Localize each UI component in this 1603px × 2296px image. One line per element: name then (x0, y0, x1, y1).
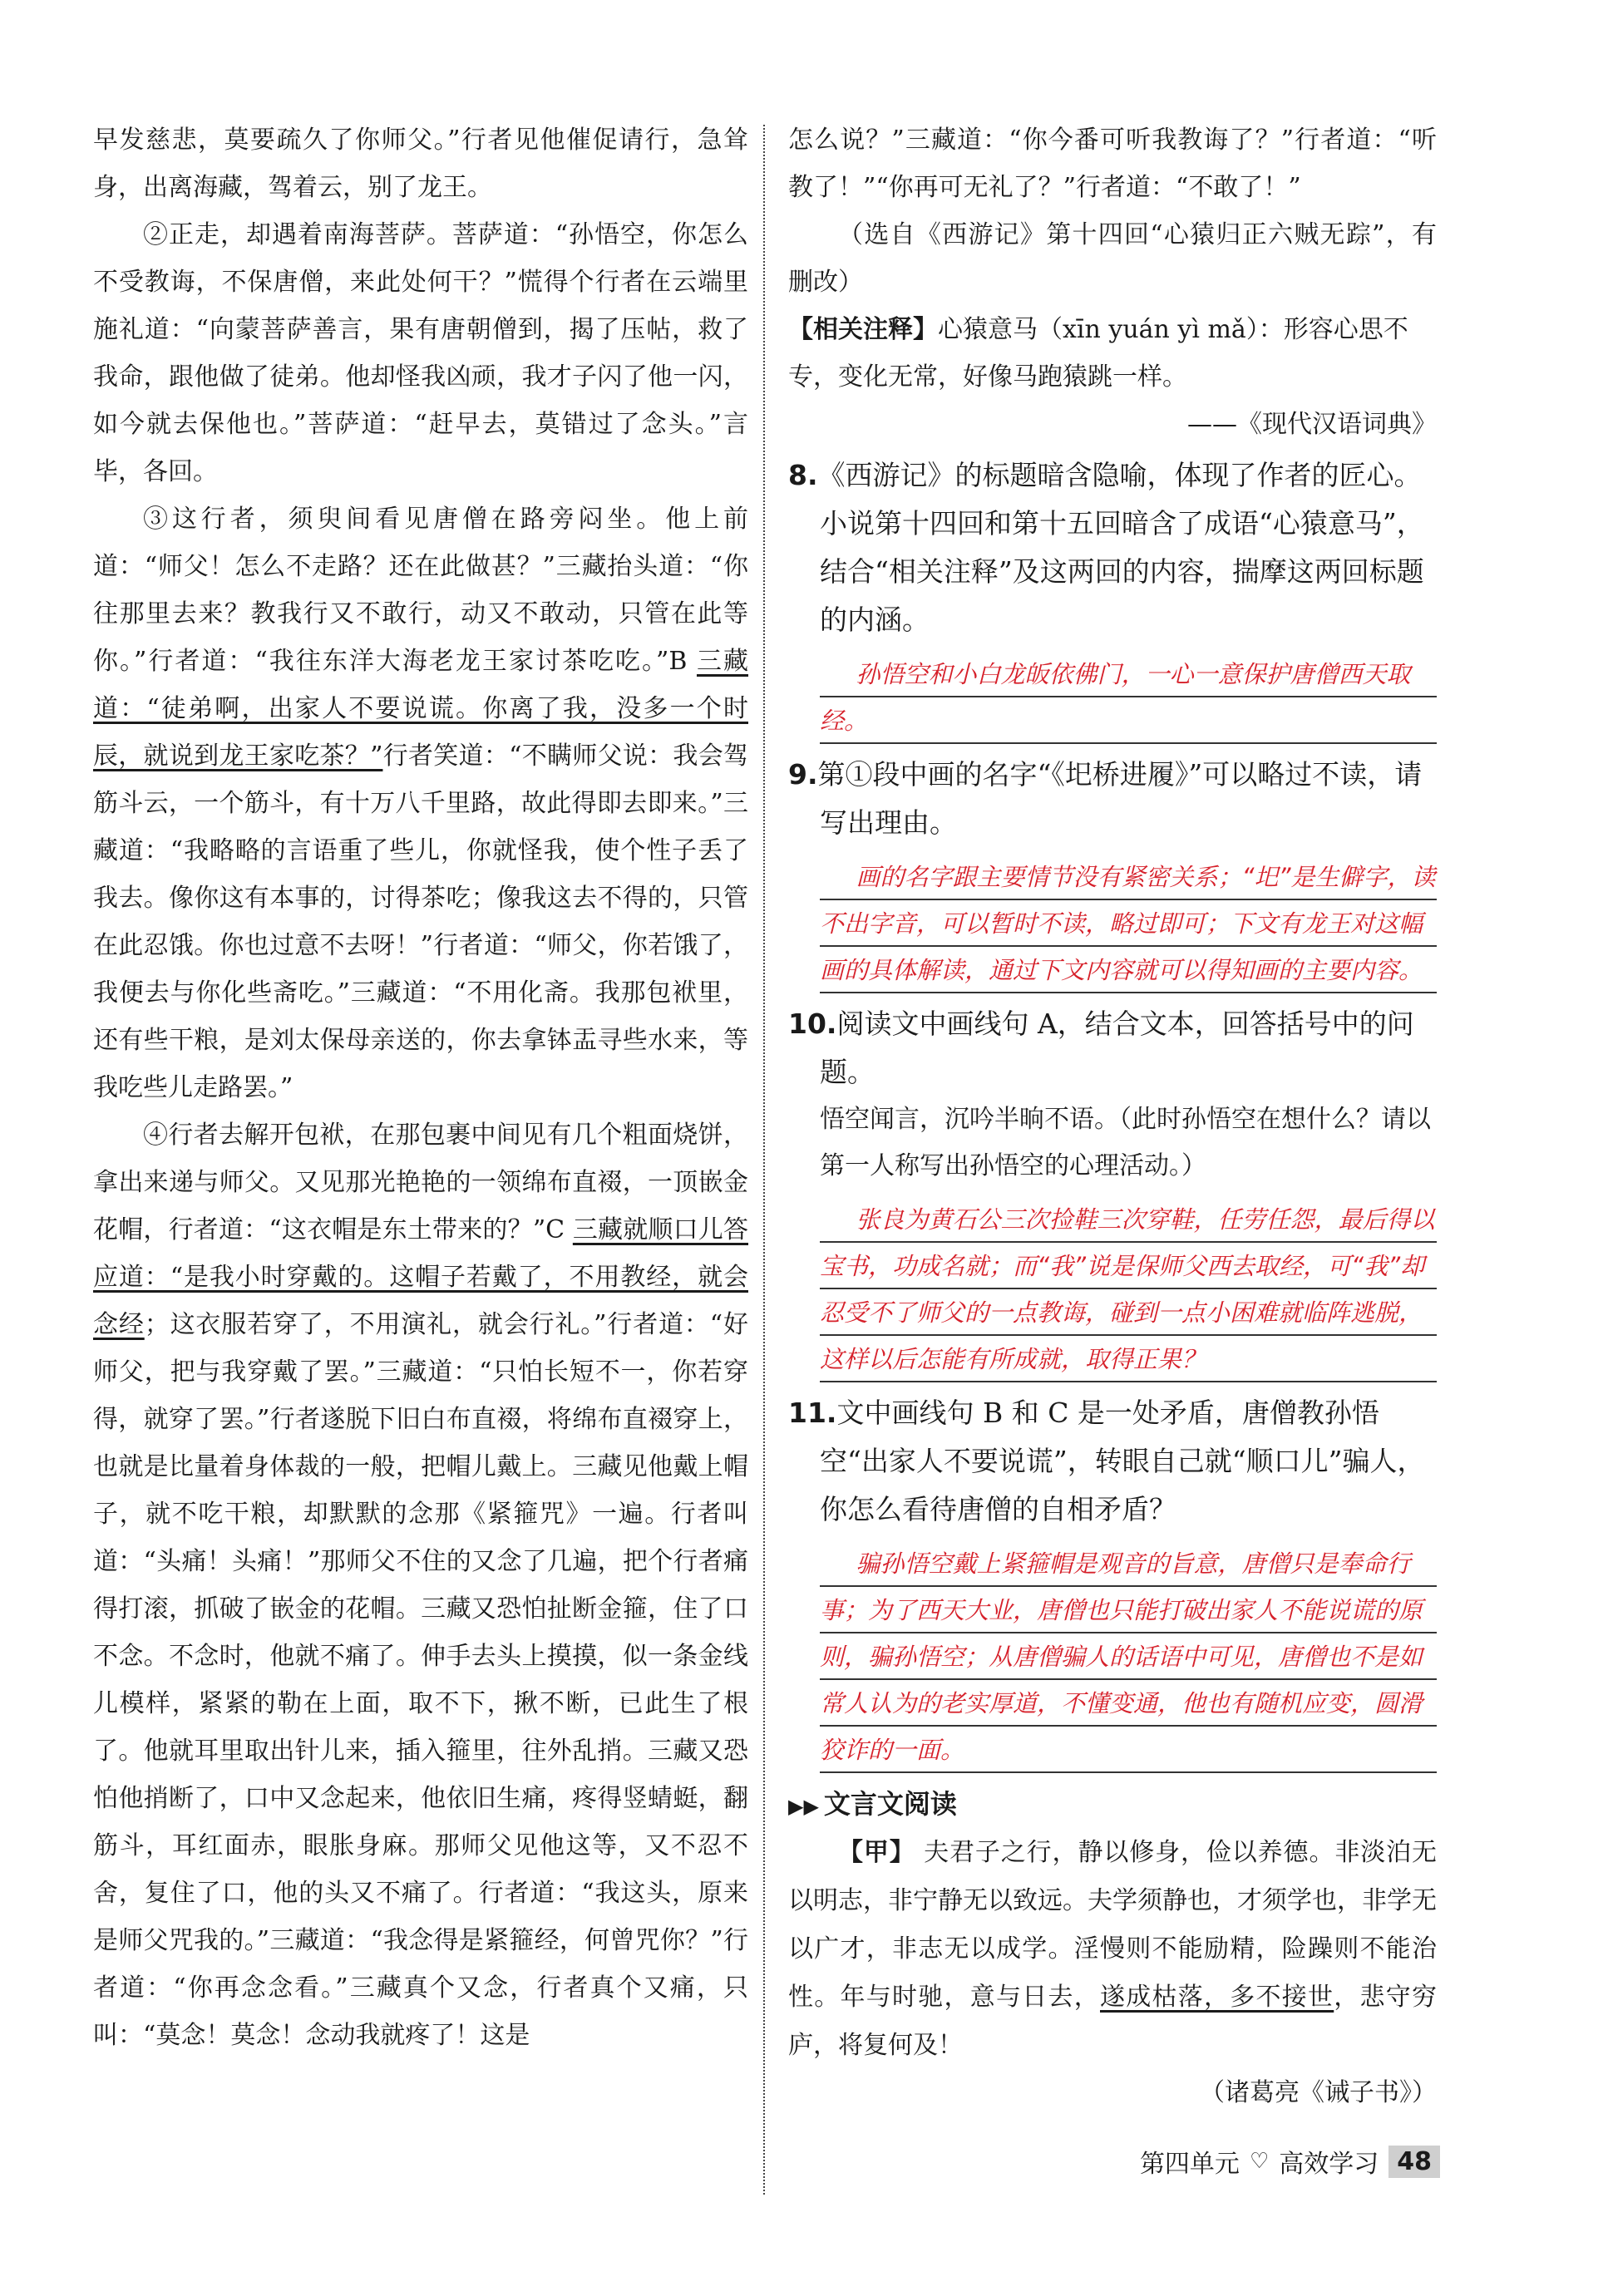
related-note (788, 306, 1437, 401)
classical-attribution: （诸葛亮《诫子书》） (1200, 2078, 1437, 2107)
answer-11: 骗孙悟空戴上紧箍帽是观音的旨意，唐僧只是奉命行事；为了西天大业，唐僧也只能打破出家人不能说谎的原则，骗孙悟空；从唐僧骗人的话语中可见，唐僧也不是如常人认为的老实厚道，不懂变通，他也有随机应变，圆滑狡诈的一面。 (820, 1540, 1437, 1773)
question-10 (788, 1000, 1437, 1096)
paragraph-1-end: 早发慈悲，莫要疏久了你师父。”行者见他催促请行，急耸身，出离海藏，驾着云，别了龙王。 (93, 126, 748, 202)
classical-text-a: 夫君子之行，静以修身，俭以养德。非淡泊无以明志，非宁静无以致远。夫学须静也，才须学也，非学无以广才，非志无以成学。淫慢则不能励精，险躁则不能治性。年与时驰，意与日去， (788, 1838, 1438, 2012)
question-10-quote: 悟空闻言，沉吟半晌不语。（此时孙悟空在想什么？请以第一人称写出孙悟空的心理活动。） (820, 1105, 1431, 1180)
question-9 (788, 751, 1437, 847)
answer-8: 孙悟空和小白龙皈依佛门，一心一意保护唐僧西天取经。 (820, 651, 1437, 744)
left-column (93, 116, 748, 2059)
underlined-sentence-c: 三藏就顺口儿答应道：“是我小时穿戴的。这帽子若戴了，不用教经，就会念经 (93, 1215, 749, 1339)
question-8-number: 8. (788, 459, 818, 491)
question-10-text: 阅读文中画线句 A，结合文本，回答括号中的问题。 (820, 1008, 1414, 1088)
paragraph-3-text-a: ③这行者，须臾间看见唐僧在路旁闷坐。他上前道：“师父！怎么不走路？还在此做甚？”三藏抬头道：“你往那里去来？教我行又不敢行，动又不敢动，只管在此等你。”行者道：“我往东洋大海老龙王家讨茶吃吃。”B (93, 505, 748, 676)
underlined-sentence-b: 三藏道：“徒弟啊，出家人不要说谎。你离了我，没多一个时辰，就说到龙王家吃茶？” (93, 647, 749, 771)
note-text: 心猿意马（xīn yuán yì mǎ）：形容心思不专，变化无常，好像马跑猿跳一样。 (788, 315, 1408, 392)
section-title: 文言文阅读 (823, 1788, 957, 1820)
page-number: 48 (1388, 2146, 1440, 2178)
heart-icon: ♡ (1249, 2149, 1270, 2174)
question-9-number: 9. (788, 758, 818, 791)
double-arrow-icon: ▶▶ (788, 1795, 819, 1818)
dictionary-source: ——《现代汉语词典》 (1187, 410, 1437, 439)
paragraph-4-text-b: ；这衣服若穿了，不用演礼，就会行礼。”行者道：“好师父，把与我穿戴了罢。”三藏道：“只怕长短不一，你若穿得，就穿了罢。”行者遂脱下旧白布直裰，将绵布直裰穿上，也就是比量着身体裁的一般，把帽儿戴上。三藏见他戴上帽子，就不吃干粮，却默默的念那《紧箍咒》一遍。行者叫道：“头痛！头痛！”那师父不住的又念了几遍，把个行者痛得打滚，抓破了嵌金的花帽。三藏又恐怕扯断金箍，住了口不念。不念时，他就不痛了。伸手去头上摸摸，似一条金线儿模样，紧紧的勒在上面，取不下，揪不断，已此生了根了。他就耳里取出针儿来，插入箍里，往外乱捎。三藏又恐怕他捎断了，口中又念起来，他依旧生痛，疼得竖蜻蜓，翻筋斗，耳红面赤，眼胀身麻。那师父见他这等，又不忍不舍，复住了口，他的头又不痛了。行者道：“我这头，原来是师父咒我的。”三藏道：“我念得是紧箍经，何曾咒你？”行者道：“你再念念看。”三藏真个又念，行者真个又痛，只叫：“莫念！莫念！念动我就疼了！这是 (93, 1310, 748, 2050)
paragraph-3-text-b: 行者笑道：“不瞒师父说：我会驾筋斗云，一个筋斗，有十万八千里路，故此得即去即来。”三藏道：“我略略的言语重了些儿，你就怪我，使个性子丢了我去。像你这有本事的，讨得茶吃；像我这去不得的，只管在此忍饿。你也过意不去呀！”行者道：“师父，你若饿了，我便去与你化些斋吃。”三藏道：“不用化斋。我那包袱里，还有些干粮，是刘太保母亲送的，你去拿钵盂寻些水来，等我吃些儿走路罢。” (93, 742, 748, 1102)
paragraph-4-text-a: ④行者去解开包袱，在那包裹中间见有几个粗面烧饼，拿出来递与师父。又见那光艳艳的一领绵布直裰，一顶嵌金花帽，行者道：“这衣帽是东土带来的？”C (93, 1121, 748, 1244)
page-footer (1140, 2143, 1440, 2180)
paragraph-3 (93, 495, 748, 1111)
question-9-text: 第①段中画的名字“《圯桥进履》”可以略过不读，请写出理由。 (817, 758, 1423, 839)
classical-underlined: 遂成枯落，多不接世 (1100, 1983, 1334, 2012)
right-column (788, 116, 1437, 2116)
question-8 (788, 451, 1437, 644)
question-11-text: 文中画线句 B 和 C 是一处矛盾，唐僧教孙悟空“出家人不要说谎”，转眼自己就“顺口儿”骗人，你怎么看待唐僧的自相矛盾？ (820, 1397, 1425, 1525)
paragraph-continuation: 怎么说？”三藏道：“你今番可听我教诲了？”行者道：“听教了！”“你再可无礼了？”行者道：“不敢了！” (788, 126, 1437, 202)
classical-text (788, 1829, 1437, 2070)
column-divider (763, 125, 765, 2195)
classical-text-b: ，悲守穷庐，将复何及！ (788, 1983, 1437, 2060)
footer-section: 高效学习 (1279, 2150, 1379, 2179)
classical-tag: 【甲】 (838, 1838, 915, 1867)
answer-10: 张良为黄石公三次捡鞋三次穿鞋，任劳任怨，最后得以宝书，功成名就；而“我”说是保师父西去取经，可“我”却忍受不了师父的一点教诲，碰到一点小困难就临阵逃脱，这样以后怎能有所成就，取得正果？ (820, 1196, 1437, 1382)
note-label: 【相关注释】 (788, 315, 938, 344)
question-8-text: 《西游记》的标题暗含隐喻，体现了作者的匠心。小说第十四回和第十五回暗含了成语“心猿意马”，结合“相关注释”及这两回的内容，揣摩这两回标题的内涵。 (817, 459, 1424, 636)
paragraph-4 (93, 1111, 748, 2059)
answer-9: 画的名字跟主要情节没有紧密关系；“圯”是生僻字，读不出字音，可以暂时不读，略过即可；下文有龙王对这幅画的具体解读，通过下文内容就可以得知画的主要内容。 (820, 854, 1437, 993)
question-11 (788, 1389, 1437, 1534)
source-note: （选自《西游记》第十四回“心猿归正六贼无踪”，有删改） (788, 220, 1437, 297)
section-heading (788, 1781, 1437, 1829)
paragraph-2: ②正走，却遇着南海菩萨。菩萨道：“孙悟空，你怎么不受教诲，不保唐僧，来此处何干？”慌得个行者在云端里施礼道：“向蒙菩萨善言，果有唐朝僧到，揭了压帖，救了我命，跟他做了徒弟。他却怪我凶顽，我才子闪了他一闪，如今就去保他也。”菩萨道：“赶早去，莫错过了念头。”言毕，各回。 (93, 220, 748, 486)
footer-unit: 第四单元 (1139, 2150, 1240, 2179)
question-10-number: 10. (788, 1008, 837, 1040)
question-11-number: 11. (788, 1397, 837, 1429)
